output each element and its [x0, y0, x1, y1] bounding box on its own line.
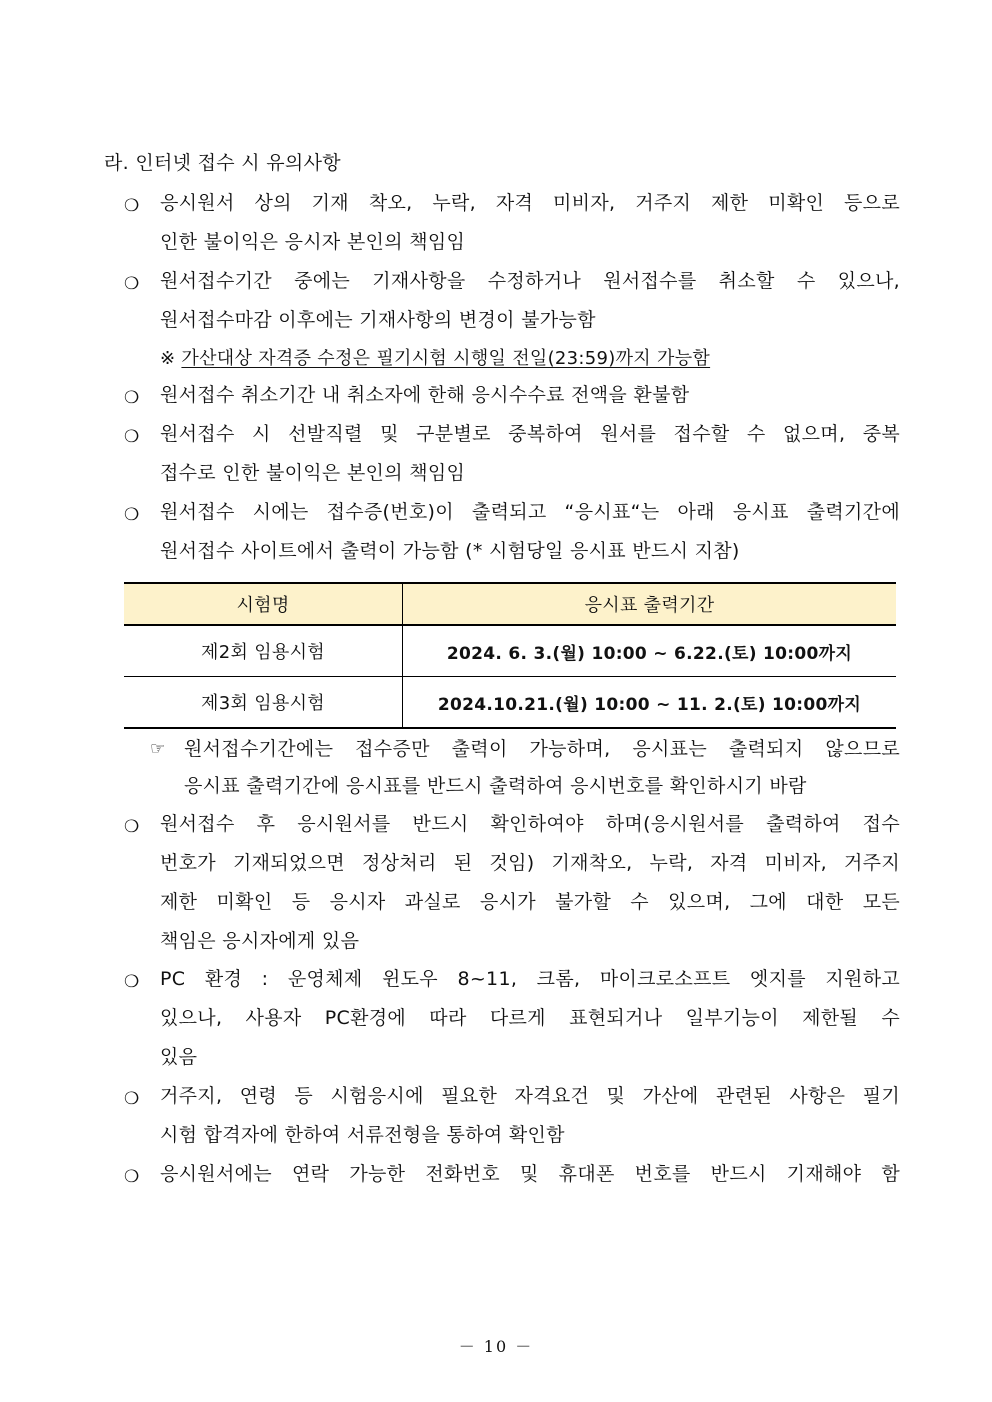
item-3-line-1: 원서접수 취소기간 내 취소자에 한해 응시수수료 전액을 환불함: [160, 384, 690, 406]
exam-name-cell: 제3회 임용시험: [124, 677, 403, 729]
print-period-cell: 2024. 6. 3.(월) 10:00 ~ 6.22.(토) 10:00까지: [403, 625, 897, 677]
page-number: － 10 －: [458, 1337, 534, 1356]
item-6-line-3: 제한 미확인 등 응시자 과실로 응시가 불가할 수 있으며, 그에 대한 모든: [160, 891, 900, 913]
bullet-icon: ❍: [124, 388, 140, 408]
item-4-line-2: 접수로 인한 불이익은 본인의 책임임: [160, 462, 466, 484]
item-7-line-2: 있으나, 사용자 PC환경에 따라 다르게 표현되거나 일부기능이 제한될 수: [160, 1007, 900, 1029]
item-9-line-1: 응시원서에는 연락 가능한 전화번호 및 휴대폰 번호를 반드시 기재해야 함: [160, 1163, 900, 1185]
table-row: [124, 677, 896, 729]
exam-name-cell: 제2회 임용시험: [124, 625, 403, 677]
bullet-icon: ❍: [124, 1167, 140, 1187]
item-7-line-1: PC 환경 : 운영체제 윈도우 8~11, 크롬, 마이크로소프트 엣지를 지원하고: [160, 968, 900, 990]
item-4-line-1: 원서접수 시 선발직렬 및 구분별로 중복하여 원서를 접수할 수 없으며, 중복: [160, 423, 900, 445]
item-6-line-4: 책임은 응시자에게 있음: [160, 930, 360, 952]
header-exam-name: 시험명: [124, 583, 403, 625]
item-2-note: [160, 346, 710, 372]
table-header-row: [124, 583, 896, 625]
print-schedule-table: [124, 582, 896, 729]
item-5-line-2: 원서접수 사이트에서 출력이 가능함 (* 시험당일 응시표 반드시 지참): [160, 540, 740, 562]
item-8-line-1: 거주지, 연령 등 시험응시에 필요한 자격요건 및 가산에 관련된 사항은 필기: [160, 1085, 900, 1107]
item-5-line-1: 원서접수 시에는 접수증(번호)이 출력되고 “응시표“는 아래 응시표 출력기간에: [160, 501, 900, 523]
item-6-line-2: 번호가 기재되었으면 정상처리 된 것임) 기재착오, 누락, 자격 미비자, 거주지: [160, 852, 900, 874]
bullet-icon: ❍: [124, 274, 140, 294]
pointing-hand-icon: ☞: [150, 739, 166, 759]
note-mark-icon: ※: [160, 348, 176, 369]
print-period-cell: 2024.10.21.(월) 10:00 ~ 11. 2.(토) 10:00까지: [403, 677, 897, 729]
item-8-line-2: 시험 합격자에 한하여 서류전형을 통하여 확인함: [160, 1124, 565, 1146]
item-7-line-3: 있음: [160, 1046, 198, 1068]
item-2-line-1: 원서접수기간 중에는 기재사항을 수정하거나 원서접수를 취소할 수 있으나,: [160, 270, 900, 292]
table-row: [124, 625, 896, 677]
bullet-icon: ❍: [124, 196, 140, 216]
note-text: 가산대상 자격증 수정은 필기시험 시행일 전일(23:59)까지 가능함: [181, 348, 711, 369]
header-print-period: 응시표 출력기간: [403, 583, 897, 625]
bullet-icon: ❍: [124, 1089, 140, 1109]
item-1-line-2: 인한 불이익은 응시자 본인의 책임임: [160, 231, 466, 253]
section-title: 라. 인터넷 접수 시 유의사항: [104, 152, 341, 174]
item-1-line-1: 응시원서 상의 기재 착오, 누락, 자격 미비자, 거주지 제한 미확인 등으로: [160, 192, 900, 214]
pointer-note-line-1: 원서접수기간에는 접수증만 출력이 가능하며, 응시표는 출력되지 않으므로: [184, 738, 900, 760]
item-2-line-2: 원서접수마감 이후에는 기재사항의 변경이 불가능함: [160, 309, 596, 331]
bullet-icon: ❍: [124, 972, 140, 992]
pointer-note-line-2: 응시표 출력기간에 응시표를 반드시 출력하여 응시번호를 확인하시기 바람: [184, 775, 807, 797]
bullet-icon: ❍: [124, 817, 140, 837]
bullet-icon: ❍: [124, 427, 140, 447]
bullet-icon: ❍: [124, 505, 140, 525]
item-6-line-1: 원서접수 후 응시원서를 반드시 확인하여야 하며(응시원서를 출력하여 접수: [160, 813, 900, 835]
